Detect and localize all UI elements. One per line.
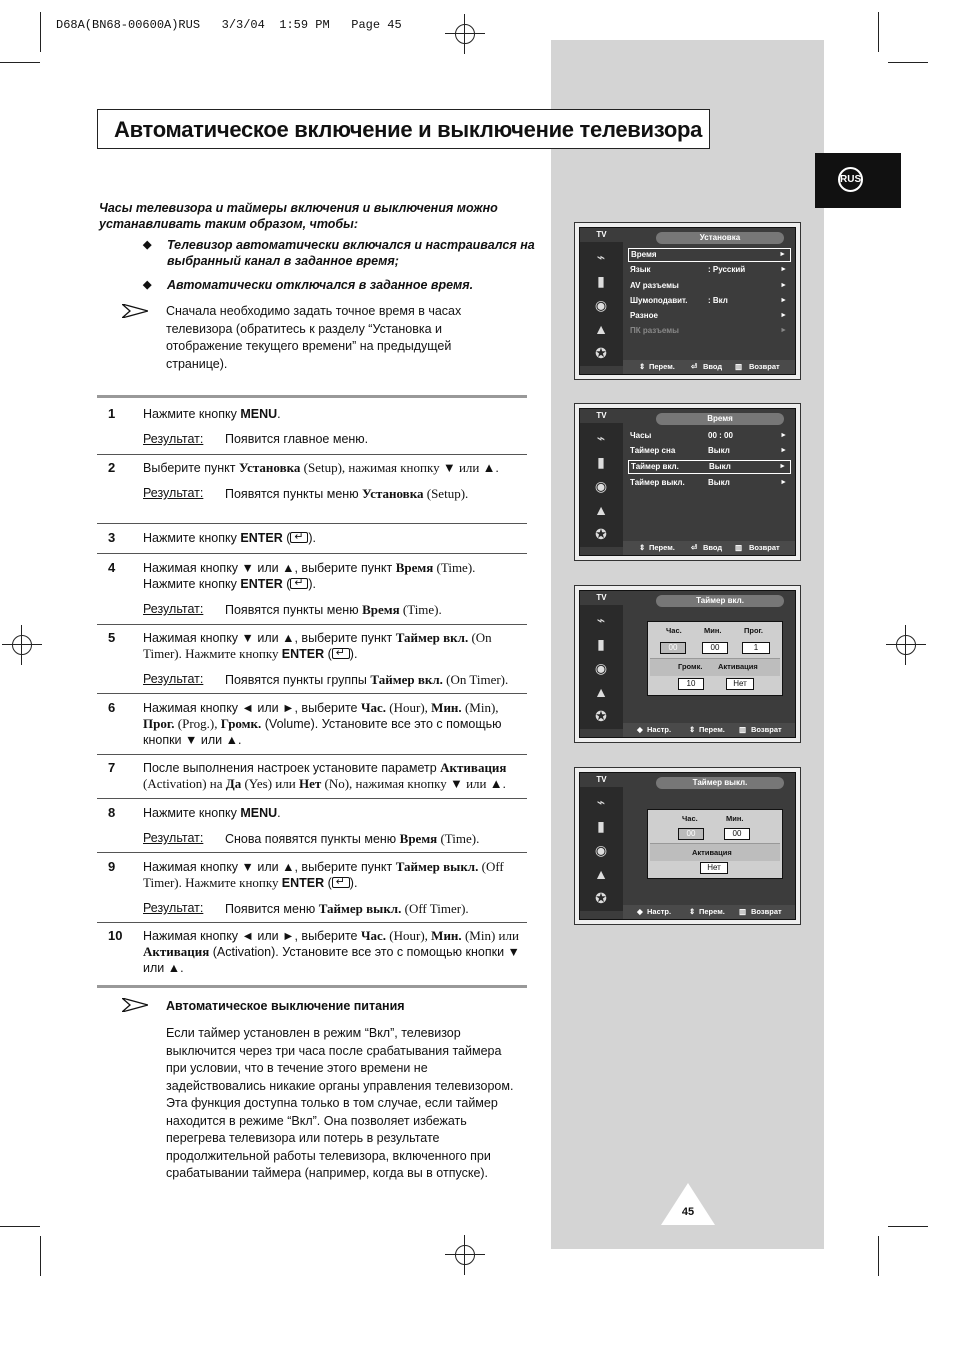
step-instruction: После выполнения настроек установите параметр Активация (Activation) на Да (Yes) или Нет (No), нажимая кнопку ▼ или ▲. — [143, 760, 507, 791]
tv-icon-column — [580, 787, 623, 911]
move-icon: ⇕ — [639, 362, 646, 371]
enter-icon — [290, 532, 308, 543]
note-arrow-icon — [122, 998, 148, 1012]
antenna-icon: ⌁ — [596, 612, 606, 628]
picture-icon: ▮ — [597, 818, 605, 834]
sound-icon: ◉ — [594, 297, 608, 313]
registration-mark — [886, 625, 926, 665]
sound-icon: ◉ — [594, 660, 608, 676]
antenna-icon: ⌁ — [596, 249, 606, 265]
channel-icon: ▲ — [594, 684, 608, 700]
tv-screen-off-timer — [574, 767, 801, 925]
language-badge: RUS — [838, 167, 863, 192]
tv-label: TV — [596, 775, 607, 784]
step-number: 6 — [108, 700, 116, 715]
crop-mark — [0, 62, 40, 63]
step-instruction: Нажимая кнопку ◄ или ►, выберите Час. (Hour), Мин. (Min) или Активация (Activation). Установите все это с помощью кнопки ▼ или ▲. — [143, 928, 520, 975]
page-title: Автоматическое включение и выключение телевизора — [114, 117, 703, 142]
return-icon: ▥ — [739, 725, 747, 734]
result-text: Появятся пункты меню Время (Time). — [225, 602, 442, 617]
result-text: Появится главное меню. — [225, 432, 369, 446]
step-number: 1 — [108, 406, 116, 421]
row-divider — [97, 922, 527, 923]
diamond-icon: ◆ — [143, 279, 152, 291]
row-divider — [97, 553, 527, 554]
tv-footer: ◆ Настр. ⇕ Перем. ▥ Возврат — [623, 905, 796, 919]
minute-field[interactable]: 00 — [702, 642, 728, 654]
menu-item-off-timer[interactable]: Таймер выкл. Выкл ► — [630, 478, 787, 487]
setup-icon: ✪ — [595, 708, 607, 724]
step-instruction: Нажимая кнопку ◄ или ►, выберите Час. (Hour), Мин. (Min), Прог. (Prog.), Громк. (Volume). Установите все это с помощью кнопки ▼ или ▲. — [143, 700, 502, 747]
step-instruction: Нажимая кнопку ▼ или ▲, выберите пункт Таймер вкл. (On Timer). Нажмите кнопку ENTER (↵ ). — [143, 630, 528, 662]
crop-mark — [878, 1236, 879, 1276]
on-timer-panel: Час. Мин. Прог. 00 00 1 Громк. Активация 10 Нет — [647, 621, 783, 696]
note-arrow-icon — [122, 304, 148, 318]
move-icon: ⇕ — [639, 543, 646, 552]
row-divider — [97, 693, 527, 694]
step-instruction: Нажмите кнопку MENU. — [143, 806, 281, 820]
setup-icon: ✪ — [595, 345, 607, 361]
result-text: Появятся пункты группы Таймер вкл. (On Timer). — [225, 672, 509, 687]
tv-label: TV — [596, 593, 607, 602]
step-instruction: Нажимая кнопку ▼ или ▲, выберите пункт Таймер выкл. (Off Timer). Нажмите кнопку ENTER (↵ ). — [143, 859, 528, 891]
return-icon: ▥ — [739, 907, 747, 916]
tv-menu-title: Таймер выкл. — [656, 777, 784, 789]
tv-screen-on-timer — [574, 585, 801, 743]
result-label: Результат: — [143, 672, 204, 686]
title-box — [97, 109, 710, 149]
return-icon: ▥ — [735, 362, 743, 371]
minute-field[interactable]: 00 — [724, 828, 750, 840]
menu-item-pc[interactable]: ПК разъемы ► — [630, 326, 787, 335]
crop-mark — [888, 62, 928, 63]
page-number: 45 — [681, 1206, 695, 1218]
antenna-icon: ⌁ — [596, 430, 606, 446]
menu-item-noise[interactable]: Шумоподавит. : Вкл ► — [630, 296, 787, 305]
step-instruction: Нажмите кнопку MENU. — [143, 407, 281, 421]
tv-menu-title: Установка — [656, 232, 784, 244]
program-field[interactable]: 1 — [742, 642, 770, 654]
channel-icon: ▲ — [594, 502, 608, 518]
row-divider — [97, 523, 527, 524]
step-instruction: Нажимая кнопку ▼ или ▲, выберите пункт Время (Time). Нажмите кнопку ENTER (↵ ). — [143, 560, 528, 592]
menu-item-clock[interactable]: Часы 00 : 00 ► — [630, 431, 787, 440]
result-text: Появятся пункты меню Установка (Setup). — [225, 486, 469, 501]
section-divider — [97, 395, 527, 398]
result-text: Снова появятся пункты меню Время (Time). — [225, 831, 480, 846]
row-divider — [97, 798, 527, 799]
adjust-icon: ◆ — [637, 725, 643, 734]
move-icon: ⇕ — [689, 907, 696, 916]
intro-text: Часы телевизора и таймеры включения и выключения можно устанавливать таким образом, чтобы: — [99, 201, 498, 231]
tv-footer: ◆ Настр. ⇕ Перем. ▥ Возврат — [623, 723, 796, 737]
step-number: 4 — [108, 560, 116, 575]
setup-icon: ✪ — [595, 526, 607, 542]
auto-off-text: Если таймер установлен в режим “Вкл”, телевизор выключится через три часа после срабатывания таймера при условии, что в течение этого времени не задействовались никакие органы управления телевизором. Эта функция доступна только в том случае, если таймер находится в режиме “Вкл”. Она позволяет избежать перегрева телевизора или потерь в результате продолжительной работы телевизора, включенного при срабатывании таймера (например, когда вы в отпуске). — [166, 1026, 514, 1180]
registration-mark — [445, 1235, 485, 1275]
result-text: Появится меню Таймер выкл. (Off Timer). — [225, 901, 469, 916]
crop-mark — [888, 1226, 928, 1227]
enter-icon: ⏎ — [691, 362, 698, 371]
step-instruction: Выберите пункт Установка (Setup), нажимая кнопку ▼ или ▲. — [143, 460, 499, 475]
tv-label: TV — [596, 411, 607, 420]
step-number: 2 — [108, 460, 116, 475]
row-divider — [97, 852, 527, 853]
tv-icon-column — [580, 242, 623, 366]
result-label: Результат: — [143, 602, 204, 616]
menu-item-misc[interactable]: Разное ► — [630, 311, 787, 320]
channel-icon: ▲ — [594, 866, 608, 882]
move-icon: ⇕ — [689, 725, 696, 734]
step-number: 3 — [108, 530, 116, 545]
menu-item-time[interactable]: Время ► — [628, 248, 791, 262]
bullet-item: ◆ Телевизор автоматически включался и настраивался на выбранный канал в заданное время; — [143, 238, 535, 268]
picture-icon: ▮ — [597, 636, 605, 652]
step-instruction: Нажмите кнопку ENTER (↵ ). — [143, 530, 528, 546]
activation-field[interactable]: Нет — [700, 862, 728, 874]
result-label: Результат: — [143, 432, 204, 446]
hour-field[interactable]: 00 — [678, 828, 704, 840]
row-divider — [97, 454, 527, 455]
menu-item-on-timer[interactable]: Таймер вкл. Выкл ► — [628, 460, 791, 474]
tv-menu-title: Таймер вкл. — [656, 595, 784, 607]
menu-item-av[interactable]: AV разъемы ► — [630, 281, 787, 290]
step-number: 7 — [108, 760, 116, 775]
row-divider — [97, 624, 527, 625]
enter-icon — [332, 648, 350, 659]
section-divider — [97, 985, 527, 988]
enter-icon: ⏎ — [691, 543, 698, 552]
print-header: D68A(BN68-00600A)RUS 3/3/04 1:59 PM Page 45 — [56, 18, 402, 32]
volume-field[interactable]: 10 — [678, 678, 704, 690]
tv-icon-column — [580, 605, 623, 729]
registration-mark — [2, 625, 42, 665]
registration-mark — [445, 14, 485, 54]
sound-icon: ◉ — [594, 478, 608, 494]
tv-footer: ⇕ Перем. ⏎ Ввод ▥ Возврат — [623, 541, 796, 555]
tv-icon-column — [580, 423, 623, 547]
row-divider — [97, 754, 527, 755]
auto-off-title: Автоматическое выключение питания — [166, 999, 405, 1013]
channel-icon: ▲ — [594, 321, 608, 337]
note-text: Сначала необходимо задать точное время в часах телевизора (обратитесь к разделу “Установка и отображение текущего времени” на предыдущей странице). — [166, 304, 462, 371]
enter-icon — [290, 578, 308, 589]
diamond-icon: ◆ — [143, 239, 152, 251]
setup-icon: ✪ — [595, 890, 607, 906]
result-label: Результат: — [143, 486, 204, 500]
antenna-icon: ⌁ — [596, 794, 606, 810]
hour-field[interactable]: 00 — [660, 642, 686, 654]
tv-screen-time — [574, 403, 801, 561]
result-label: Результат: — [143, 901, 204, 915]
tv-label: TV — [596, 230, 607, 239]
crop-mark — [40, 12, 41, 52]
adjust-icon: ◆ — [637, 907, 643, 916]
picture-icon: ▮ — [597, 454, 605, 470]
tv-screen-setup — [574, 222, 801, 380]
step-number: 9 — [108, 859, 116, 874]
tv-menu-title: Время — [656, 413, 784, 425]
menu-item-sleep-timer[interactable]: Таймер сна Выкл ► — [630, 446, 787, 455]
picture-icon: ▮ — [597, 273, 605, 289]
step-number: 5 — [108, 630, 116, 645]
step-number: 8 — [108, 805, 116, 820]
sound-icon: ◉ — [594, 842, 608, 858]
return-icon: ▥ — [735, 543, 743, 552]
result-label: Результат: — [143, 831, 204, 845]
enter-icon — [332, 877, 350, 888]
page-number-triangle — [661, 1183, 715, 1225]
off-timer-panel: Час. Мин. 00 00 Активация Нет — [647, 809, 783, 879]
bullet-item: ◆ Автоматически отключался в заданное время. — [143, 278, 474, 292]
tv-footer: ⇕ Перем. ⏎ Ввод ▥ Возврат — [623, 360, 796, 374]
crop-mark — [878, 12, 879, 52]
step-number: 10 — [108, 928, 123, 943]
crop-mark — [40, 1236, 41, 1276]
crop-mark — [0, 1226, 40, 1227]
activation-field[interactable]: Нет — [726, 678, 754, 690]
menu-item-language[interactable]: Язык : Русский ► — [630, 265, 787, 274]
